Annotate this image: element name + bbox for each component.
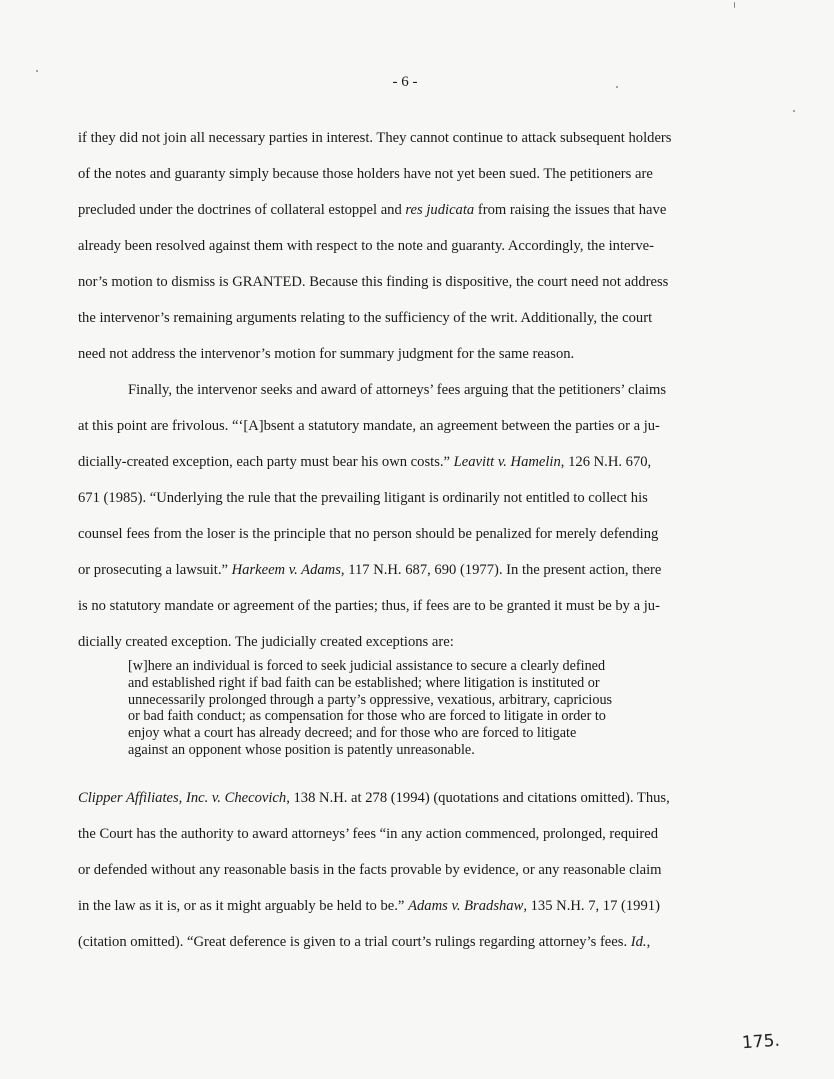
page-number: - 6 - — [392, 74, 418, 90]
text-line: the intervenor’s remaining arguments relating to the sufficiency of the writ. Additionally, the court — [78, 310, 653, 326]
text-line: nor’s motion to dismiss is GRANTED. Because this finding is dispositive, the court need not address — [78, 274, 669, 290]
text-line: is no statutory mandate or agreement of the parties; thus, if fees are to be granted it must be by a ju- — [78, 598, 660, 614]
scan-speck — [734, 2, 735, 8]
text-line: in the law as it is, or as it might arguably be held to be.” Adams v. Bradshaw, 135 N.H. 7, 17 (1991) — [78, 898, 660, 914]
quote-line: enjoy what a court has already decreed; and for those who are forced to litigate — [128, 725, 577, 742]
text-line: if they did not join all necessary parties in interest. They cannot continue to attack subsequent holders — [78, 130, 672, 146]
text-line: the Court has the authority to award attorneys’ fees “in any action commenced, prolonged, required — [78, 826, 659, 842]
paragraph-2 — [78, 372, 730, 660]
quote-line: unnecessarily prolonged through a party’s oppressive, vexatious, arbitrary, capricious — [128, 691, 613, 708]
text-line: precluded under the doctrines of collateral estoppel and res judicata from raising the issues that have — [78, 202, 667, 218]
text-line: Clipper Affiliates, Inc. v. Checovich, 138 N.H. at 278 (1994) (quotations and citations omitted). Thus, — [78, 790, 670, 806]
scan-speck — [793, 110, 795, 112]
quote-line: against an opponent whose position is patently unreasonable. — [128, 741, 475, 758]
text-line: already been resolved against them with respect to the note and guaranty. Accordingly, the interve- — [78, 238, 654, 254]
handwritten-page-note: 175. — [741, 1030, 781, 1054]
text-line: dicially created exception. The judicially created exceptions are: — [78, 634, 454, 650]
scan-speck — [616, 86, 618, 88]
text-line: (citation omitted). “Great deference is given to a trial court’s rulings regarding attorney’s fees. Id., — [78, 934, 651, 950]
text-line: Finally, the intervenor seeks and award of attorneys’ fees arguing that the petitioners’ claims — [128, 382, 667, 398]
text-line: 671 (1985). “Underlying the rule that the prevailing litigant is ordinarily not entitled to collect his — [78, 490, 648, 506]
text-line: or prosecuting a lawsuit.” Harkeem v. Adams, 117 N.H. 687, 690 (1977). In the present action, there — [78, 562, 662, 578]
quote-line: and established right if bad faith can be established; where litigation is instituted or — [128, 674, 600, 691]
paragraph-3 — [78, 780, 730, 960]
block-quote — [128, 658, 688, 759]
scan-speck — [36, 70, 38, 72]
text-line: need not address the intervenor’s motion for summary judgment for the same reason. — [78, 346, 575, 362]
text-line: of the notes and guaranty simply because those holders have not yet been sued. The petitioners are — [78, 166, 653, 182]
quote-line: [w]here an individual is forced to seek judicial assistance to secure a clearly defined — [128, 658, 606, 674]
paragraph-1 — [78, 120, 730, 372]
text-line: dicially-created exception, each party must bear his own costs.” Leavitt v. Hamelin, 126 N.H. 670, — [78, 454, 652, 470]
quote-line: or bad faith conduct; as compensation for those who are forced to litigate in order to — [128, 708, 606, 725]
text-line: counsel fees from the loser is the principle that no person should be penalized for merely defending — [78, 526, 659, 542]
text-line: or defended without any reasonable basis in the facts provable by evidence, or any reasonable claim — [78, 862, 662, 878]
text-line: at this point are frivolous. “‘[A]bsent a statutory mandate, an agreement between the parties or a ju- — [78, 418, 660, 434]
